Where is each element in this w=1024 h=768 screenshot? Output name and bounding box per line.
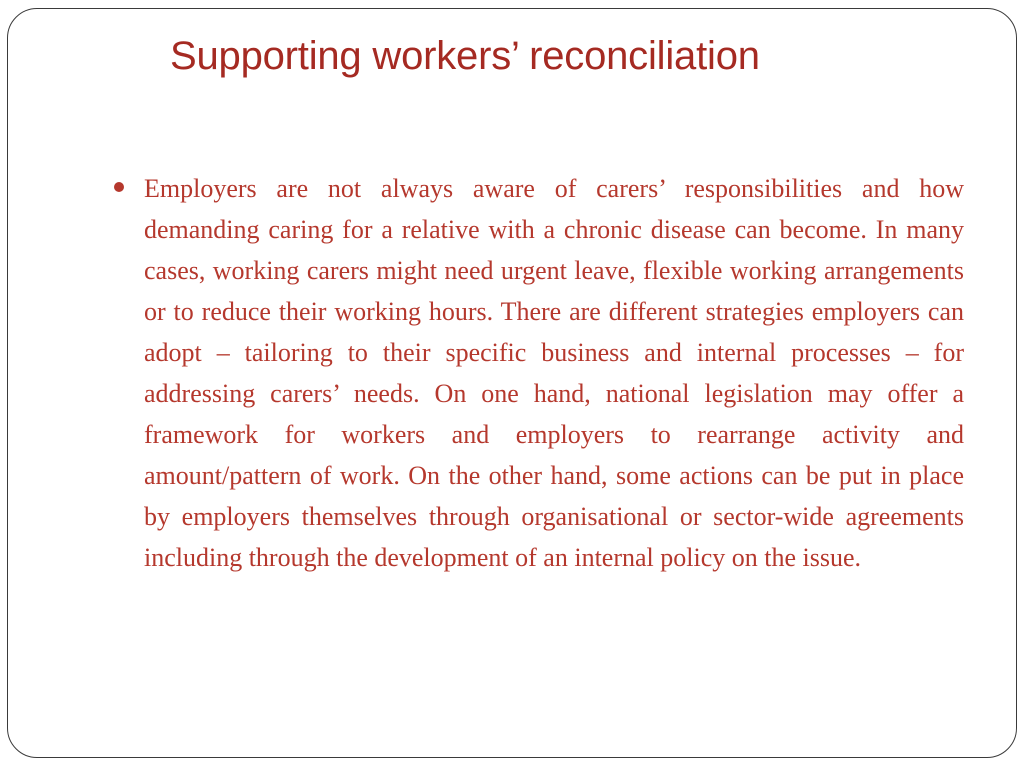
bullet-dot-icon bbox=[114, 182, 124, 192]
slide-title: Supporting workers’ reconciliation bbox=[170, 34, 760, 78]
bullet-text: Employers are not always aware of carers’ responsibilities and how demanding caring for a relative with a chronic disease can become. In many cases, working carers might need urgent leave, flexible working arrangements or to reduce their working hours. There are different strategies employers can adopt – tailoring to their specific business and internal processes – for addressing carers’ needs. On one hand, national legislation may offer a framework for workers and employers to rearrange activity and amount/pattern of work. On the other hand, some actions can be put in place by employers themselves through organisational or sector-wide agreements including through the development of an internal policy on the issue. bbox=[144, 174, 964, 572]
bullet-item bbox=[114, 168, 964, 578]
bullet-list bbox=[114, 168, 964, 578]
